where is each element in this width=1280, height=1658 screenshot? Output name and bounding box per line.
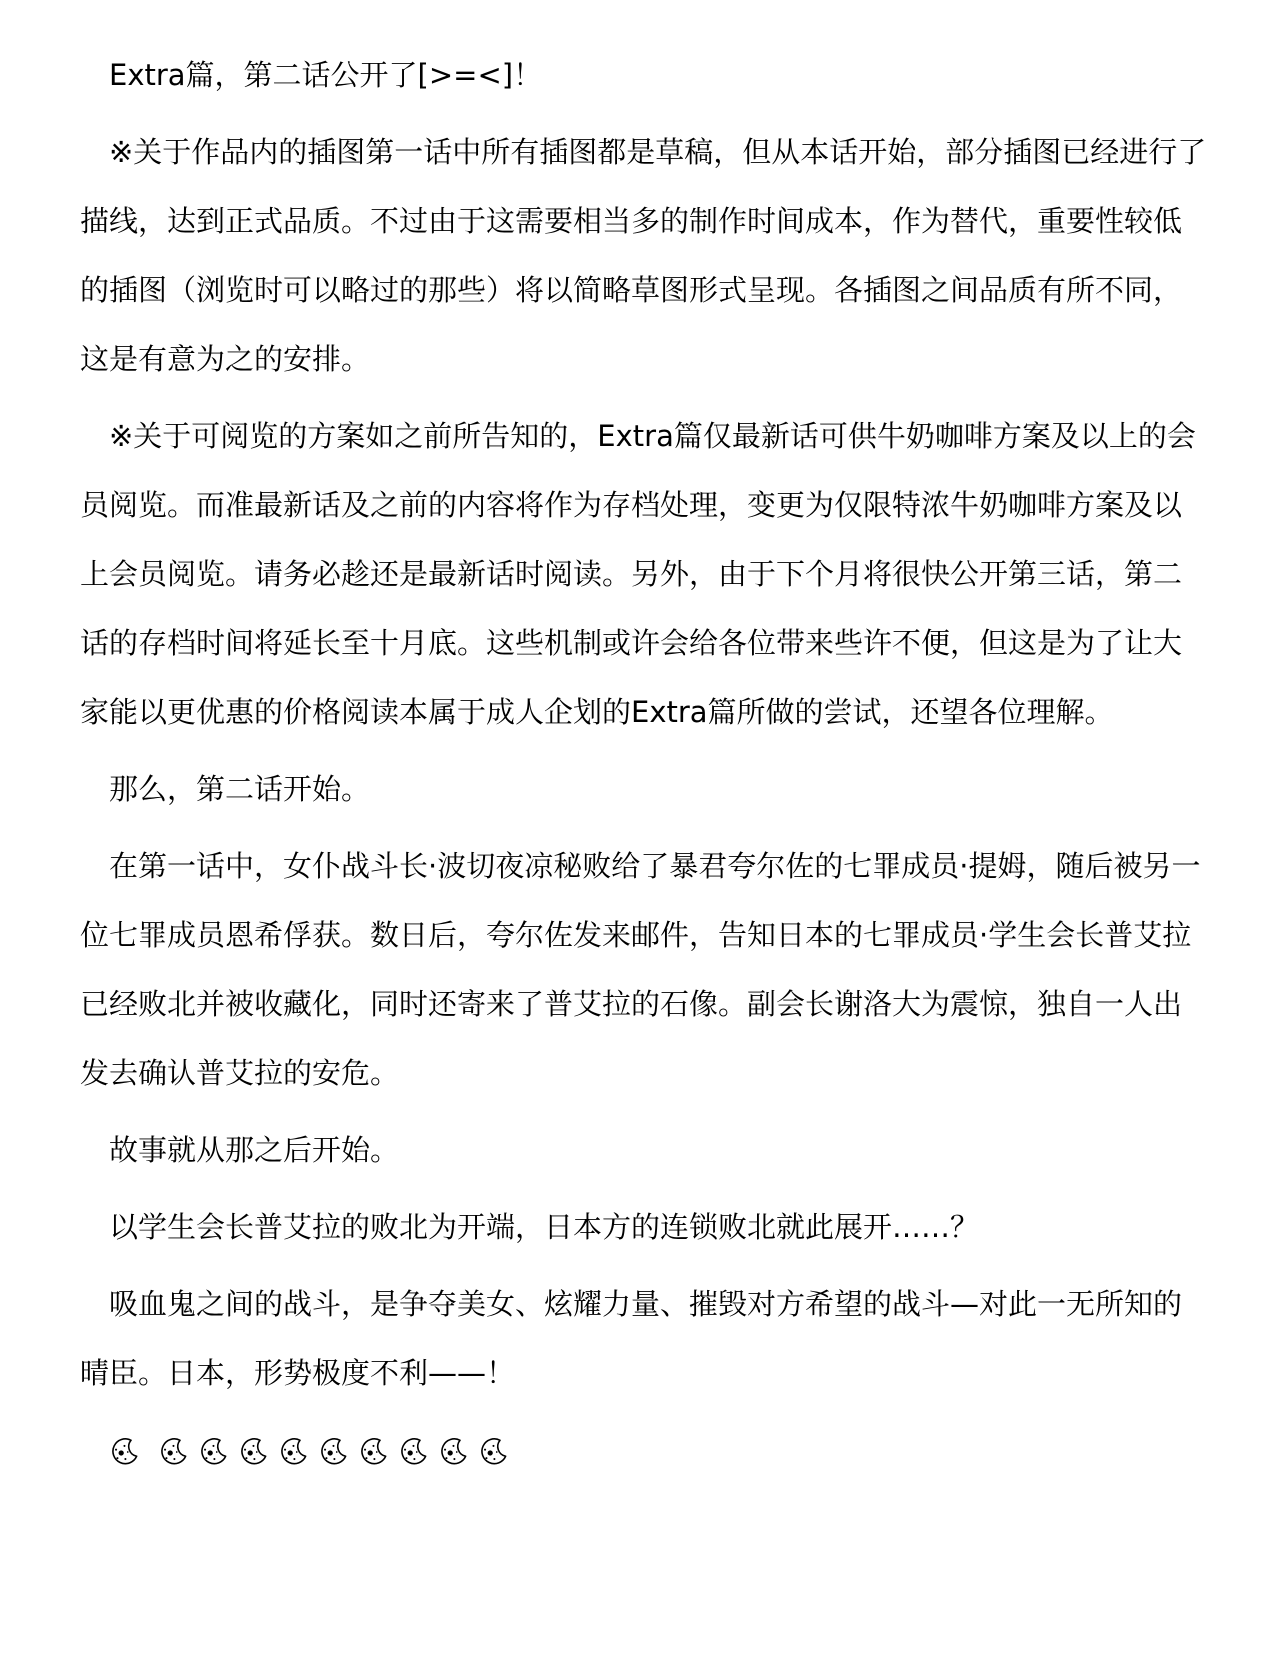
crescent-moon-icon xyxy=(398,1437,428,1467)
crescent-moon-icon xyxy=(438,1437,468,1467)
paragraph-teaser: 以学生会长普艾拉的败北为开端，日本方的连锁败北就此展开……？ xyxy=(109,1210,980,1244)
paragraph-title: Extra篇，第二话公开了[>=<]！ xyxy=(109,58,543,92)
crescent-moon-icon xyxy=(158,1437,188,1467)
crescent-moon-icon xyxy=(109,1437,139,1467)
paragraph-closing: 吸血鬼之间的战斗，是争夺美女、炫耀力量、摧毁对方希望的战斗—对此一无所知的晴臣。日本，形势极度不利——！ xyxy=(80,1287,1183,1390)
paragraph-chapter-start: 那么，第二话开始。 xyxy=(109,772,371,806)
paragraph-illustration-note: ※关于作品内的插图第一话中所有插图都是草稿，但从本话开始，部分插图已经进行了描线，达到正式品质。不过由于这需要相当多的制作时间成本，作为替代，重要性较低的插图（浏览时可以略过的那些）将以简略草图形式呈现。各插图之间品质有所不同，这是有意为之的安排。 xyxy=(80,135,1207,376)
paragraph-plan-note: ※关于可阅览的方案如之前所告知的，Extra篇仅最新话可供牛奶咖啡方案及以上的会员阅览。而准最新话及之前的内容将作为存档处理，变更为仅限特浓牛奶咖啡方案及以上会员阅览。请务必趁还是最新话时阅读。另外，由于下个月将很快公开第三话，第二话的存档时间将延长至十月底。这些机制或许会给各位带来些许不便，但这是为了让大家能以更优惠的价格阅读本属于成人企划的Extra篇所做的尝试，还望各位理解。 xyxy=(80,419,1196,729)
moon-row xyxy=(80,1416,1207,1485)
paragraph-story-start: 故事就从那之后开始。 xyxy=(109,1133,400,1167)
crescent-moon-icon xyxy=(278,1437,308,1467)
crescent-moon-icon xyxy=(318,1437,348,1467)
paragraph-recap: 在第一话中，女仆战斗长·波切夜凉秘败给了暴君夸尔佐的七罪成员·提姆，随后被另一位七罪成员恩希俘获。数日后，夸尔佐发来邮件，告知日本的七罪成员·学生会长普艾拉已经败北并被收藏化，同时还寄来了普艾拉的石像。副会长谢洛大为震惊，独自一人出发去确认普艾拉的安危。 xyxy=(80,849,1201,1090)
crescent-moon-icon xyxy=(198,1437,228,1467)
crescent-moon-icon xyxy=(358,1437,388,1467)
crescent-moon-icon xyxy=(238,1437,268,1467)
crescent-moon-icon xyxy=(478,1437,508,1467)
